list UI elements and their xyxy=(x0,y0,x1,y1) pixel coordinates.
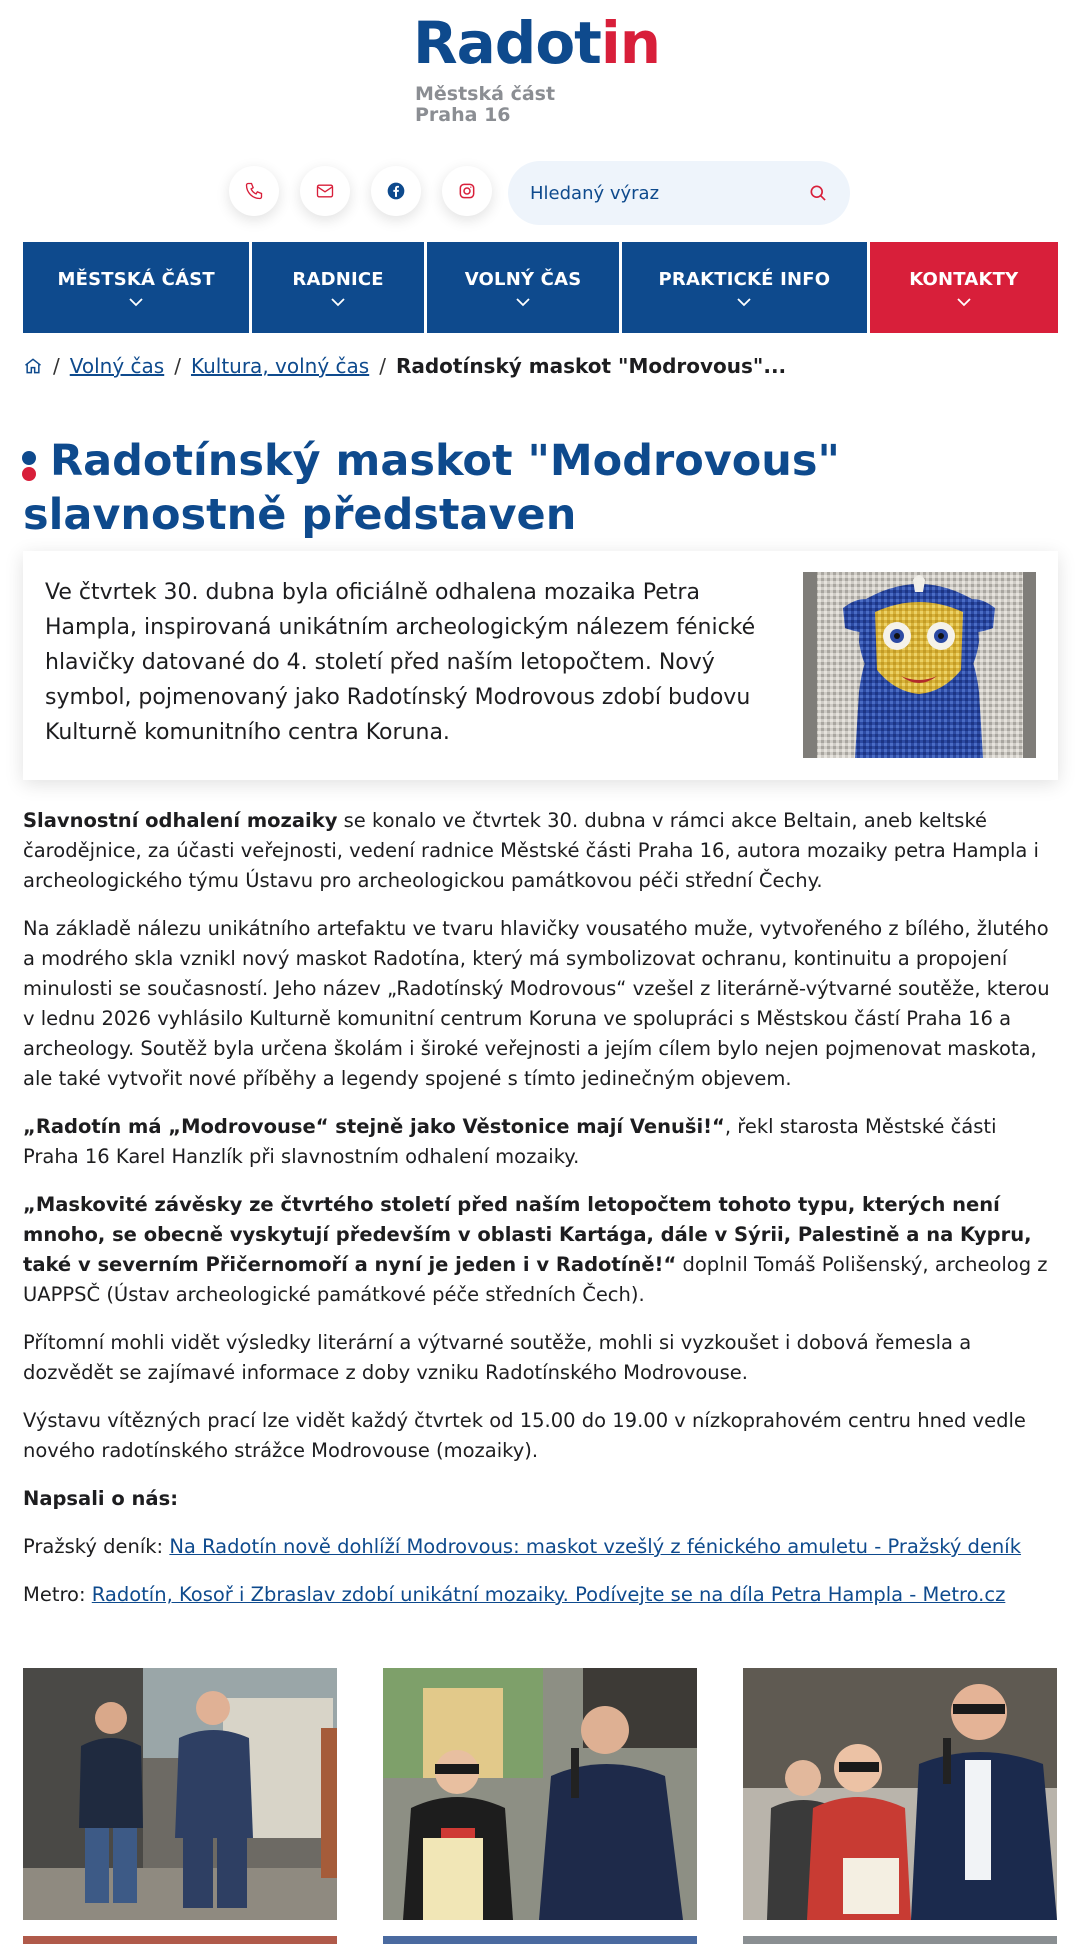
search-box xyxy=(508,161,850,225)
gallery-photo[interactable] xyxy=(383,1936,697,1944)
phone-button[interactable] xyxy=(229,166,279,216)
chevron-down-icon xyxy=(737,298,751,307)
breadcrumb-separator: / xyxy=(53,354,60,378)
nav-item-label: MĚSTSKÁ ČÁST xyxy=(57,268,215,290)
nav-item-mestska-cast[interactable] xyxy=(23,242,249,333)
press-source: Pražský deník: xyxy=(23,1535,170,1558)
chevron-down-icon xyxy=(516,298,530,307)
article-body xyxy=(23,806,1058,1628)
page-title xyxy=(23,434,1053,542)
breadcrumb-link-kultura[interactable]: Kultura, volný čas xyxy=(190,354,370,378)
paragraph-text: , řekl starosta Městské části Praha 16 Karel Hanzlík při slavnostním odhalení mozaiky. xyxy=(23,1115,997,1168)
instagram-icon xyxy=(457,181,477,201)
quote-bold: „Maskovité závěsky ze čtvrtého století před naším letopočtem tohoto typu, kterých není mnoho, se obecně vyskytují především v oblasti Kartága, dále v Sýrii, Palestině a na Kypru, také v severním Přičernomoří a nyní je jeden i v Radotíně!“ xyxy=(23,1193,1032,1276)
phone-icon xyxy=(244,181,264,201)
logo-word-red: in xyxy=(600,9,661,77)
site-logo[interactable] xyxy=(413,9,661,126)
nav-item-radnice[interactable] xyxy=(252,242,424,333)
chevron-down-icon xyxy=(129,298,143,307)
logo-word-blue: Radot xyxy=(413,9,601,77)
nav-item-prakticke-info[interactable] xyxy=(622,242,866,333)
facebook-button[interactable] xyxy=(371,166,421,216)
mail-icon xyxy=(315,181,335,201)
breadcrumb-separator: / xyxy=(174,354,181,378)
home-icon[interactable] xyxy=(23,356,43,376)
breadcrumb-current: Radotínský maskot "Modrovous"... xyxy=(395,354,787,378)
press-item xyxy=(23,1532,1058,1562)
nav-item-label: KONTAKTY xyxy=(909,268,1019,290)
gallery-photo[interactable] xyxy=(743,1936,1057,1944)
gallery-photo[interactable] xyxy=(23,1668,337,1920)
nav-item-kontakty[interactable] xyxy=(870,242,1058,333)
article-paragraph xyxy=(23,1190,1058,1310)
gallery-photo[interactable] xyxy=(23,1936,337,1944)
search-input[interactable] xyxy=(530,183,808,204)
breadcrumb-separator: / xyxy=(379,354,386,378)
breadcrumb xyxy=(23,354,786,378)
article-paragraph xyxy=(23,1112,1058,1172)
instagram-button[interactable] xyxy=(442,166,492,216)
logo-wordmark xyxy=(413,9,661,77)
article-paragraph: Přítomní mohli vidět výsledky literární a výtvarné soutěže, mohli si vyzkoušet i dobová řemesla a dozvědět se zajímavé informace z doby vzniku Radotínského Modrovouse. xyxy=(23,1331,972,1384)
page-title-text: Radotínský maskot "Modrovous" slavnostně představen xyxy=(23,436,840,540)
gallery-photo[interactable] xyxy=(383,1668,697,1920)
facebook-icon xyxy=(386,181,406,201)
logo-line1: Městská část xyxy=(415,83,556,105)
search-icon[interactable] xyxy=(808,183,828,203)
nav-item-label: PRAKTICKÉ INFO xyxy=(658,268,831,290)
press-item xyxy=(23,1580,1058,1610)
mail-button[interactable] xyxy=(300,166,350,216)
article-perex-box xyxy=(23,551,1058,780)
press-source: Metro: xyxy=(23,1583,92,1606)
article-paragraph: Na základě nálezu unikátního artefaktu ve tvaru hlavičky vousatého muže, vytvořeného z bílého, žlutého a modrého skla vznikl nový maskot Radotína, který má symbolizovat ochranu, kontinuitu a propojení minulosti se současností. Jeho název „Radotínský Modrovous“ vzešel z literárně-výtvarné soutěže, kterou v lednu 2026 vyhlásilo Kulturně komunitní centrum Koruna ve spolupráci s Městskou částí Praha 16 a archeology. Soutěž byla určena školám i široké veřejnosti a jejím cílem bylo nejen pojmenovat maskota, ale také vytvořit nové příběhy a legendy spojené s tímto jedinečným objevem. xyxy=(23,917,1050,1090)
paragraph-text: se konalo ve čtvrtek 30. dubna v rámci akce Beltain, aneb keltské čarodějnice, za účasti veřejnosti, vedení radnice Městské části Praha 16, autora mozaiky petra Hampla i archeologického týmu Ústavu pro archeologickou památkovou péči střední Čechy. xyxy=(23,809,1039,892)
press-heading xyxy=(23,1484,1058,1514)
article-paragraph xyxy=(23,806,1058,896)
paragraph-text: doplnil Tomáš Polišenský, archeolog z UAPPSČ (Ústav archeologické památkové péče středních Čech). xyxy=(23,1253,1048,1306)
chevron-down-icon xyxy=(957,298,971,307)
main-nav xyxy=(23,242,1058,333)
press-link-prazsky-denik[interactable]: Na Radotín nově dohlíží Modrovous: maskot vzešlý z fénického amuletu - Pražský deník xyxy=(169,1535,1022,1558)
nav-item-label: RADNICE xyxy=(292,268,384,290)
article-perex: Ve čtvrtek 30. dubna byla oficiálně odhalena mozaika Petra Hampla, inspirovaná unikátním archeologickým nálezem fénické hlavičky datované do 4. století před naším letopočtem. Nový symbol, pojmenovaný jako Radotínský Modrovous zdobí budovu Kulturně komunitního centra Koruna. xyxy=(45,580,756,745)
article-paragraph: Výstavu vítězných prací lze vidět každý čtvrtek od 15.00 do 19.00 v nízkoprahovém centru hned vedle nového radotínského strážce Modrovouse (mozaiky). xyxy=(23,1409,1026,1462)
gallery-photo[interactable] xyxy=(743,1668,1057,1920)
nav-item-volny-cas[interactable] xyxy=(427,242,619,333)
logo-line2: Praha 16 xyxy=(415,104,511,126)
chevron-down-icon xyxy=(331,298,345,307)
nav-item-label: VOLNÝ ČAS xyxy=(464,268,582,290)
quote-bold: „Radotín má „Modrovouse“ stejně jako Věstonice mají Venuši!“ xyxy=(23,1115,725,1138)
photo-gallery xyxy=(23,1668,1058,1944)
paragraph-bold: Slavnostní odhalení mozaiky xyxy=(23,809,338,832)
logo-subtitle xyxy=(415,84,660,126)
mosaic-image[interactable] xyxy=(803,572,1036,758)
press-link-metro[interactable]: Radotín, Kosoř i Zbraslav zdobí unikátní mozaiky. Podívejte se na díla Petra Hampla - Metro.cz xyxy=(91,1583,1006,1606)
press-heading-text: Napsali o nás: xyxy=(23,1487,178,1510)
breadcrumb-link-volny-cas[interactable]: Volný čas xyxy=(69,354,165,378)
